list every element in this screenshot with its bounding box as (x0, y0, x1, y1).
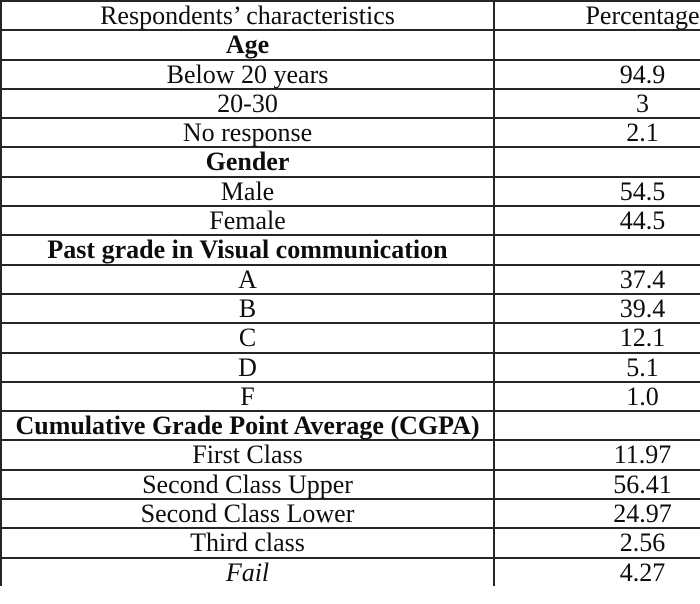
table-row (1, 440, 700, 469)
table-row (1, 382, 700, 411)
characteristic-cell: B (1, 294, 494, 323)
percentage-cell: 24.97 (494, 499, 700, 528)
table-row (1, 499, 700, 528)
characteristic-cell: 20-30 (1, 89, 494, 118)
characteristic-cell: Gender (1, 147, 494, 176)
characteristic-cell: Past grade in Visual communication (1, 235, 494, 264)
characteristic-cell: C (1, 323, 494, 352)
percentage-cell: 39.4 (494, 294, 700, 323)
percentage-cell (494, 30, 700, 59)
percentage-cell: 54.5 (494, 177, 700, 206)
characteristic-cell: Third class (1, 528, 494, 557)
col-header-percentage: Percentage (494, 1, 700, 30)
table-row (1, 294, 700, 323)
table-row (1, 558, 700, 586)
section-header-row (1, 147, 700, 176)
percentage-cell: 94.9 (494, 60, 700, 89)
section-header-row (1, 411, 700, 440)
percentage-cell (494, 147, 700, 176)
table-row (1, 177, 700, 206)
characteristic-cell: Below 20 years (1, 60, 494, 89)
characteristic-cell: Second Class Upper (1, 470, 494, 499)
characteristic-cell: D (1, 353, 494, 382)
percentage-cell: 1.0 (494, 382, 700, 411)
characteristic-cell: First Class (1, 440, 494, 469)
table-row (1, 323, 700, 352)
percentage-cell: 5.1 (494, 353, 700, 382)
percentage-cell: 12.1 (494, 323, 700, 352)
percentage-cell: 3 (494, 89, 700, 118)
percentage-cell: 56.41 (494, 470, 700, 499)
section-header-row (1, 235, 700, 264)
percentage-cell: 44.5 (494, 206, 700, 235)
col-header-characteristics: Respondents’ characteristics (1, 1, 494, 30)
table-row (1, 528, 700, 557)
percentage-cell: 37.4 (494, 265, 700, 294)
characteristic-cell: Cumulative Grade Point Average (CGPA) (1, 411, 494, 440)
table-row (1, 353, 700, 382)
characteristic-cell: No response (1, 118, 494, 147)
percentage-cell: 4.27 (494, 558, 700, 586)
table-row (1, 89, 700, 118)
characteristic-cell: Male (1, 177, 494, 206)
characteristic-cell: Fail (1, 558, 494, 586)
percentage-cell: 2.1 (494, 118, 700, 147)
header-row (1, 1, 700, 30)
table-row (1, 118, 700, 147)
table-row (1, 470, 700, 499)
table-row (1, 60, 700, 89)
table-row (1, 265, 700, 294)
table-row (1, 206, 700, 235)
characteristic-cell: F (1, 382, 494, 411)
characteristic-cell: Age (1, 30, 494, 59)
characteristic-cell: Female (1, 206, 494, 235)
percentage-cell: 11.97 (494, 440, 700, 469)
characteristic-cell: Second Class Lower (1, 499, 494, 528)
characteristic-cell: A (1, 265, 494, 294)
percentage-cell (494, 411, 700, 440)
percentage-cell (494, 235, 700, 264)
percentage-cell: 2.56 (494, 528, 700, 557)
section-header-row (1, 30, 700, 59)
